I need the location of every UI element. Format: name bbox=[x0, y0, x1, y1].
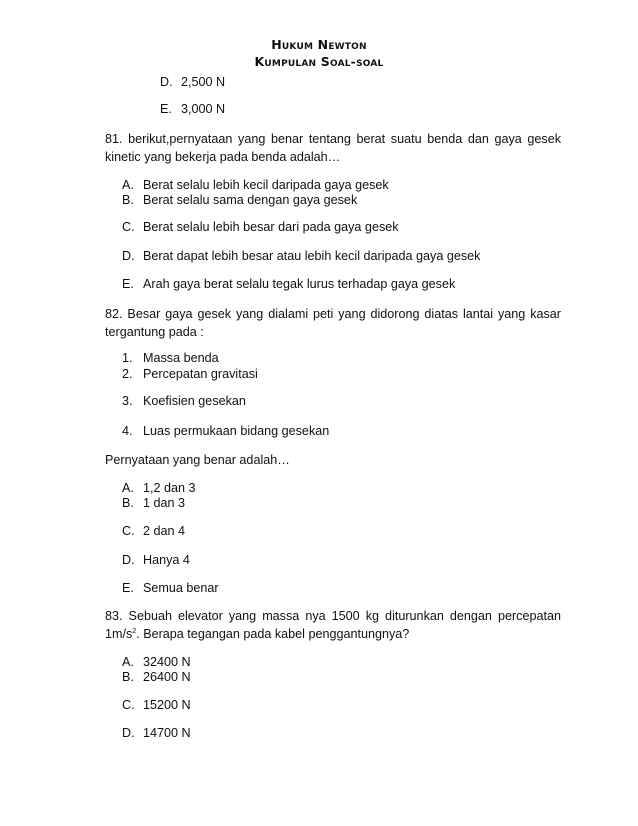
option-text: 14700 N bbox=[143, 726, 191, 740]
option-text: 15200 N bbox=[143, 698, 191, 712]
question-83 bbox=[105, 607, 561, 643]
option-text: 32400 N bbox=[143, 655, 191, 669]
exponent: 2 bbox=[132, 628, 137, 635]
statement-text: Luas permukaan bidang gesekan bbox=[143, 424, 330, 438]
statement-number: 4. bbox=[122, 424, 133, 438]
list-item bbox=[122, 523, 185, 539]
statement-number: 2. bbox=[122, 367, 133, 381]
option-label: D. bbox=[160, 75, 173, 89]
option-label: B. bbox=[122, 670, 134, 684]
option-label: B. bbox=[122, 193, 134, 207]
question-82 bbox=[105, 305, 561, 341]
page-subtitle: Kumpulan Soal-soal bbox=[254, 54, 384, 69]
option-label: E. bbox=[160, 102, 172, 116]
list-item bbox=[160, 101, 225, 117]
option-label: C. bbox=[122, 698, 135, 712]
option-label: C. bbox=[122, 220, 135, 234]
list-item bbox=[122, 366, 258, 382]
option-text: 1 dan 3 bbox=[143, 496, 186, 510]
list-item bbox=[160, 74, 225, 90]
option-text: Berat selalu lebih kecil daripada gaya gesek bbox=[143, 178, 389, 192]
page-title: Hukum Newton bbox=[271, 37, 367, 52]
option-label: B. bbox=[122, 496, 134, 510]
list-item bbox=[122, 697, 191, 713]
list-item bbox=[122, 248, 480, 264]
list-item bbox=[122, 725, 191, 741]
option-text: Hanya 4 bbox=[143, 553, 190, 567]
question-text-line: 82. Besar gaya gesek yang dialami peti yang didorong diatas lantai yang kasar bbox=[105, 307, 561, 321]
option-label: D. bbox=[122, 726, 135, 740]
question-text-line bbox=[105, 625, 561, 643]
option-text: Berat dapat lebih besar atau lebih kecil daripada gaya gesek bbox=[143, 249, 481, 263]
option-text: 3,000 N bbox=[181, 102, 226, 116]
list-item bbox=[122, 669, 191, 685]
statement-text: Koefisien gesekan bbox=[143, 394, 246, 408]
question-text-line: 81. berikut,pernyataan yang benar tentang berat suatu benda dan gaya gesek bbox=[105, 132, 561, 146]
list-item bbox=[122, 350, 219, 366]
question-prompt: Pernyataan yang benar adalah… bbox=[105, 453, 290, 467]
list-item bbox=[122, 480, 196, 496]
option-label: E. bbox=[122, 277, 134, 291]
list-item bbox=[122, 423, 329, 439]
list-item bbox=[122, 580, 219, 596]
list-item bbox=[122, 552, 190, 568]
option-label: E. bbox=[122, 581, 134, 595]
option-text: 1,2 dan 3 bbox=[143, 481, 196, 495]
question-text-line: kinetic yang bekerja pada benda adalah… bbox=[105, 150, 341, 164]
option-text: 26400 N bbox=[143, 670, 191, 684]
question-text: . Berapa tegangan pada kabel penggantungnya? bbox=[136, 627, 410, 641]
option-label: A. bbox=[122, 481, 134, 495]
statement-text: Massa benda bbox=[143, 351, 219, 365]
list-item bbox=[122, 495, 185, 511]
option-label: C. bbox=[122, 524, 135, 538]
statement-number: 3. bbox=[122, 394, 133, 408]
list-item bbox=[122, 219, 399, 235]
option-text: 2,500 N bbox=[181, 75, 226, 89]
option-label: D. bbox=[122, 553, 135, 567]
question-text-line: 83. Sebuah elevator yang massa nya 1500 kg diturunkan dengan percepatan bbox=[105, 609, 561, 623]
list-item bbox=[122, 393, 246, 409]
statement-text: Percepatan gravitasi bbox=[143, 367, 258, 381]
option-text: Arah gaya berat selalu tegak lurus terhadap gaya gesek bbox=[143, 277, 456, 291]
option-label: A. bbox=[122, 655, 134, 669]
list-item bbox=[122, 192, 357, 208]
list-item bbox=[122, 654, 191, 670]
option-text: Berat selalu sama dengan gaya gesek bbox=[143, 193, 358, 207]
option-label: D. bbox=[122, 249, 135, 263]
option-text: 2 dan 4 bbox=[143, 524, 186, 538]
option-label: A. bbox=[122, 178, 134, 192]
statement-number: 1. bbox=[122, 351, 133, 365]
list-item bbox=[122, 276, 455, 292]
unit-text: 1m/s bbox=[105, 627, 133, 641]
option-text: Semua benar bbox=[143, 581, 219, 595]
option-text: Berat selalu lebih besar dari pada gaya gesek bbox=[143, 220, 399, 234]
list-item bbox=[122, 177, 389, 193]
question-81 bbox=[105, 130, 561, 166]
question-text-line: tergantung pada : bbox=[105, 325, 204, 339]
